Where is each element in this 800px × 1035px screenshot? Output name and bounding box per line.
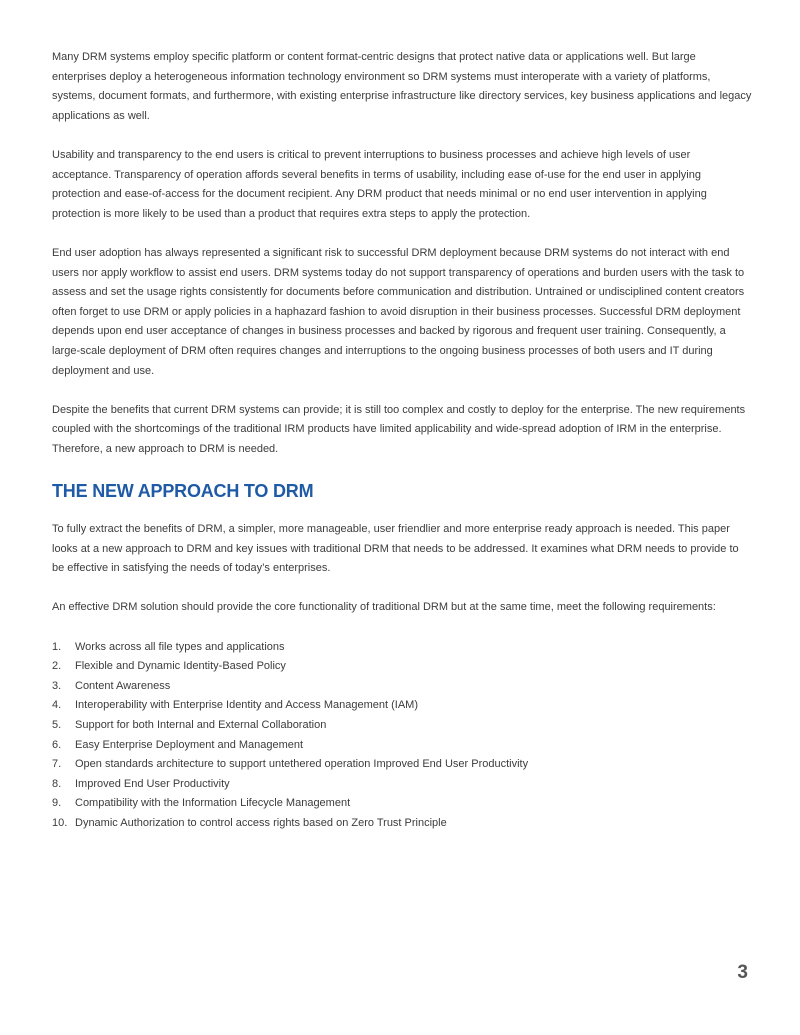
paragraph-interoperability: Many DRM systems employ specific platform or content format-centric designs that protect native data or applications well. But large enterprises deploy a heterogeneous information technology environment so DRM systems must interoperate with a variety of platforms, systems, document formats, and furthermore, with existing enterprise infrastructure like directory services, key business applications and legacy applications as well. [52,51,752,122]
list-item [52,677,752,697]
list-item-text: Open standards architecture to support untethered operation Improved End User Productivity [75,758,529,771]
list-item [52,755,752,775]
list-item-number: 3. [52,679,62,692]
list-item-number: 10. [52,816,68,829]
list-item-text: Easy Enterprise Deployment and Management [75,738,304,751]
list-item-number: 8. [52,777,62,790]
list-item [52,696,752,716]
list-item-number: 2. [52,660,62,673]
list-item [52,775,752,795]
section-heading: THE NEW APPROACH TO DRM [52,481,314,502]
list-item-text: Dynamic Authorization to control access rights based on Zero Trust Principle [75,816,447,829]
list-item-number: 7. [52,758,62,771]
list-item-text: Interoperability with Enterprise Identity and Access Management (IAM) [75,699,418,712]
list-item [52,716,752,736]
list-item-number: 6. [52,738,62,751]
paragraph-end-user-adoption: End user adoption has always represented a significant risk to successful DRM deployment because DRM systems do not interact with end users nor apply workflow to assist end users. DRM systems today do not support transparency of operations and burden users with the task to assess and set the usage rights consistently for documents before communication and distribution. Untrained or undisciplined content creators often forget to use DRM or apply policies in a haphazard fashion to avoid disruption in their business processes. Successful DRM deployment depends upon end user acceptance of changes in business processes and backed by rigorous and frequent user training. Consequently, a large-scale deployment of DRM often requires changes and interruptions to the ongoing business processes of both users and IT during deployment and use. [52,246,745,377]
document-page [52,48,752,834]
list-item-text: Content Awareness [75,679,171,692]
requirements-list [52,638,752,834]
paragraph-usability: Usability and transparency to the end users is critical to prevent interruptions to business processes and achieve high levels of user acceptance. Transparency of operation affords several benefits in terms of usability, including ease of-use for the end user in applying protection and ease-of-access for the document recipient. Any DRM product that needs minimal or no end user intervention in applying protection is more likely to be used than a product that requires extra steps to apply the protection. [52,148,707,220]
list-item-text: Support for both Internal and External Collaboration [75,719,327,731]
list-item-text: Works across all file types and applications [75,640,285,653]
list-item-number: 9. [52,797,62,810]
list-item-text: Improved End User Productivity [75,777,230,790]
paragraph-new-approach: To fully extract the benefits of DRM, a simpler, more manageable, user friendlier and more enterprise ready approach is needed. This paper looks at a new approach to DRM and key issues with traditional DRM that needs to be addressed. It examines what DRM needs to provide to be effective in satisfying the needs of today’s enterprises. [52,523,739,575]
list-item-number: 4. [52,699,62,712]
list-item-text: Flexible and Dynamic Identity-Based Policy [75,660,286,673]
list-item [52,814,752,834]
list-item [52,638,752,658]
list-item-number: 1. [52,640,62,653]
list-item-text: Compatibility with the Information Lifecycle Management [75,797,351,810]
paragraph-requirements-intro: An effective DRM solution should provide the core functionality of traditional DRM but at the same time, meet the following requirements: [52,601,716,614]
list-item-number: 5. [52,719,62,731]
page-number: 3 [737,962,748,983]
paragraph-complexity: Despite the benefits that current DRM systems can provide; it is still too complex and costly to deploy for the enterprise. The new requirements coupled with the shortcomings of the traditional IRM products have limited applicability and wide-spread adoption of IRM in the enterprise. Therefore, a new approach to DRM is needed. [52,403,746,455]
list-item [52,794,752,814]
list-item [52,736,752,756]
list-item [52,657,752,677]
